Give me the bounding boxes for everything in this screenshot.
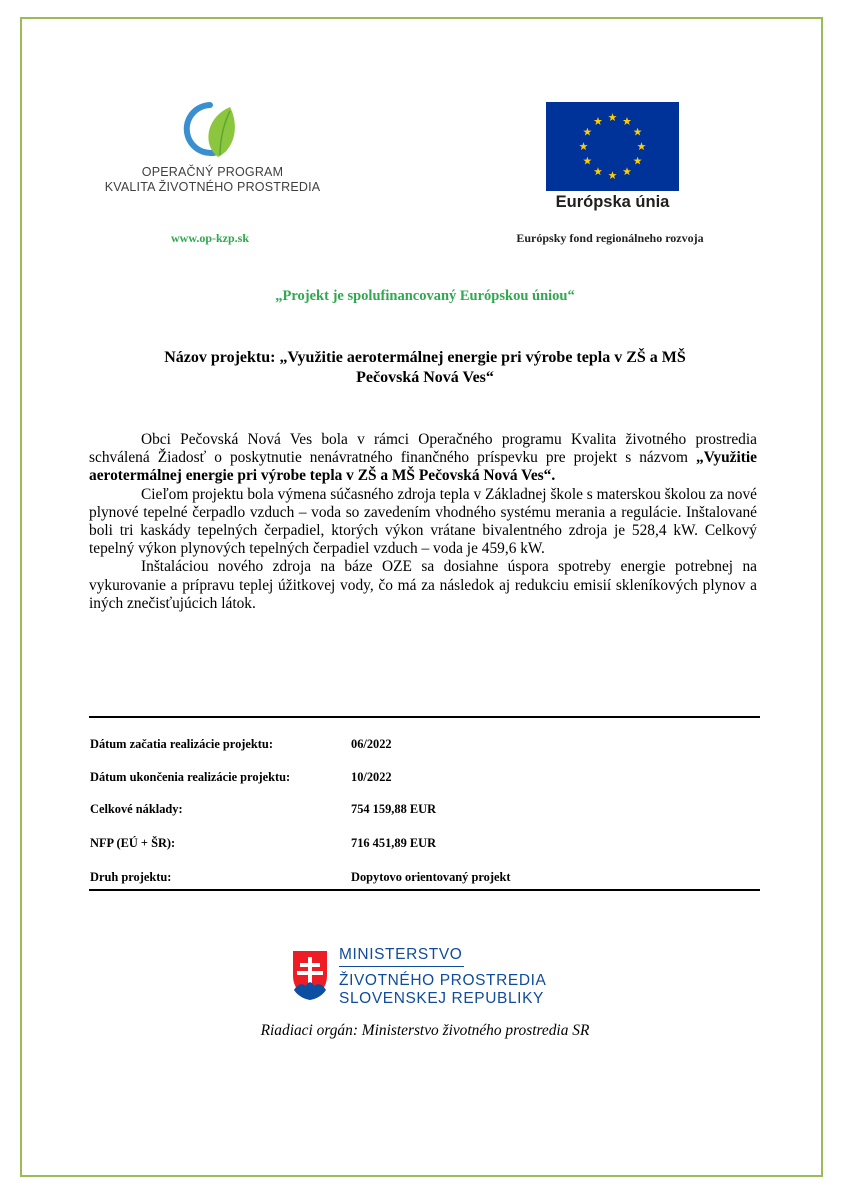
- info-top-rule: [89, 716, 760, 718]
- info-value: 10/2022: [351, 770, 392, 784]
- paragraph-1-text: Obci Pečovská Nová Ves bola v rámci Operačného programu Kvalita životného prostredia schválená Žiadosť o poskytnutie nenávratného finančného príspevku pre projekt s názvom: [89, 431, 757, 467]
- opkzp-logo-line1: OPERAČNÝ PROGRAM: [141, 165, 284, 179]
- paragraph-1: [89, 431, 757, 486]
- opkzp-logo-line2: KVALITA ŽIVOTNÉHO PROSTREDIA: [104, 180, 321, 194]
- project-title: [90, 348, 760, 388]
- info-label: Dátum začatia realizácie projektu:: [90, 737, 273, 751]
- eu-logo: [546, 102, 679, 215]
- cofinanced-statement: „Projekt je spolufinancovaný Európskou úniou“: [275, 288, 575, 304]
- project-description: [89, 431, 757, 613]
- eu-label: Európska únia: [555, 193, 670, 211]
- managing-authority: Riadiaci orgán: Ministerstvo životného prostredia SR: [260, 1022, 590, 1039]
- info-value: 716 451,89 EUR: [351, 836, 437, 850]
- paragraph-1-project-name: „Využitie aerotermálnej energie pri výrobe tepla v ZŠ a MŠ Pečovská Nová Ves“.: [89, 449, 757, 485]
- project-title-line1: Názov projektu: „Využitie aerotermálnej energie pri výrobe tepla v ZŠ a MŠ: [164, 349, 686, 366]
- ministry-line1: MINISTERSTVO: [339, 946, 463, 963]
- info-label: Celkové náklady:: [90, 802, 183, 816]
- paragraph-2: Cieľom projektu bola výmena súčasného zdroja tepla v Základnej škole s materskou školou za nové plynové tepelné čerpadlo vzduch – voda so zavedením vhodného systému merania a regulácie. Inštalované boli tri kaskády tepelných čerpadiel, ktorých výkon vrátane bivalentného zdroja je 528,4 kW. Celkový tepelný výkon plynových tepelných čerpadiel vzduch – voda je 459,6 kW.: [89, 485, 757, 558]
- info-bottom-rule: [89, 889, 760, 891]
- info-label: Dátum ukončenia realizácie projektu:: [90, 770, 291, 784]
- ministry-underline: [339, 966, 464, 967]
- opkzp-logo: [100, 95, 325, 205]
- slovak-coat-of-arms-icon: [289, 948, 331, 1002]
- info-value: 754 159,88 EUR: [351, 802, 437, 816]
- opkzp-website-link[interactable]: www.op-kzp.sk: [170, 231, 250, 245]
- ministry-line2: ŽIVOTNÉHO PROSTREDIA: [339, 972, 547, 989]
- opkzp-leaf-icon: [180, 99, 245, 161]
- info-label: NFP (EÚ + ŠR):: [90, 836, 176, 850]
- eu-flag-icon: [546, 102, 679, 191]
- ministry-line3: SLOVENSKEJ REPUBLIKY: [339, 990, 544, 1007]
- project-title-line2: Pečovská Nová Ves“: [356, 369, 494, 386]
- info-label: Druh projektu:: [90, 870, 172, 884]
- paragraph-3: Inštaláciou nového zdroja na báze OZE sa dosiahne úspora spotreby energie potrebnej na vykurovanie a prípravu teplej úžitkovej vody, čo má za následok aj redukciu emisií skleníkových plynov a iných znečisťujúcich látok.: [89, 558, 757, 612]
- ministry-logo: [289, 945, 579, 1007]
- info-value: 06/2022: [351, 737, 392, 751]
- fund-name: Európsky fond regionálneho rozvoja: [516, 231, 704, 245]
- info-value: Dopytovo orientovaný projekt: [351, 870, 511, 884]
